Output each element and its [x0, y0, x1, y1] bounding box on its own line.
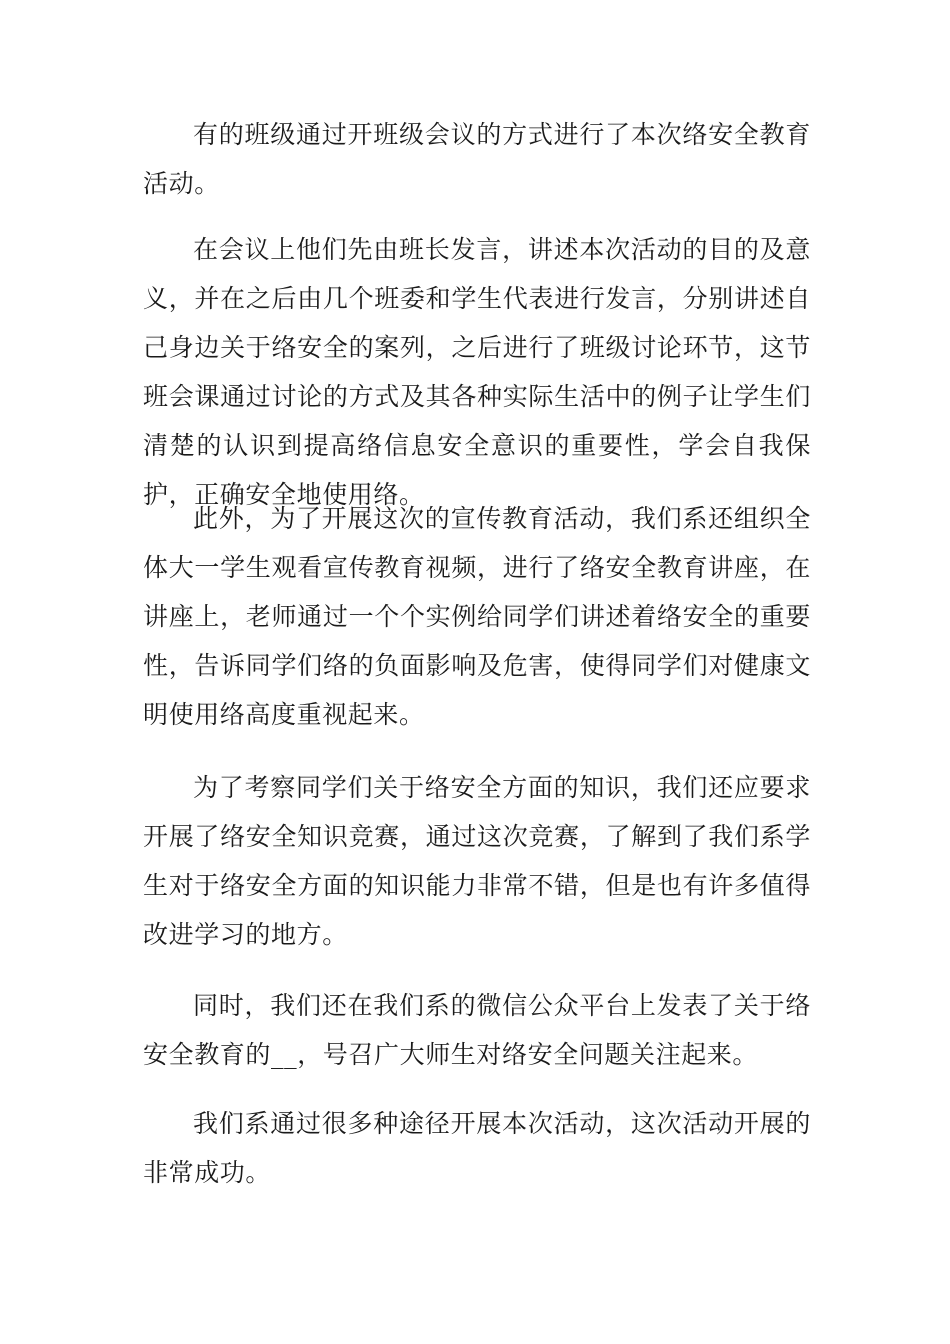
paragraph-conclusion: 我们系通过很多种途径开展本次活动，这次活动开展的非常成功。 — [143, 1109, 811, 1187]
paragraph-knowledge-contest: 为了考察同学们关于络安全方面的知识，我们还应要求开展了络安全知识竞赛，通过这次竞赛，了解到了我们系学生对于络安全方面的知识能力非常不错，但是也有许多值得改进学习的地方。 — [143, 773, 811, 949]
paragraph-class-meeting: 有的班级通过开班级会议的方式进行了本次络安全教育活动。 — [143, 120, 811, 198]
paragraph-lecture: 此外，为了开展这次的宣传教育活动，我们系还组织全体大一学生观看宣传教育视频，进行了络安全教育讲座，在讲座上，老师通过一个个实例给同学们讲述着络安全的重要性，告诉同学们络的负面影响及危害，使得同学们对健康文明使用络高度重视起来。 — [143, 504, 811, 729]
paragraph-meeting-process: 在会议上他们先由班长发言，讲述本次活动的目的及意义，并在之后由几个班委和学生代表进行发言，分别讲述自己身边关于络安全的案列，之后进行了班级讨论环节，这节班会课通过讨论的方式及其各种实际生活中的例子让学生们清楚的认识到提高络信息安全意识的重要性，学会自我保护，正确安全地使用络。 — [143, 235, 811, 509]
paragraph-wechat-platform: 同时，我们还在我们系的微信公众平台上发表了关于络安全教育的__，号召广大师生对络安全问题关注起来。 — [143, 991, 811, 1069]
